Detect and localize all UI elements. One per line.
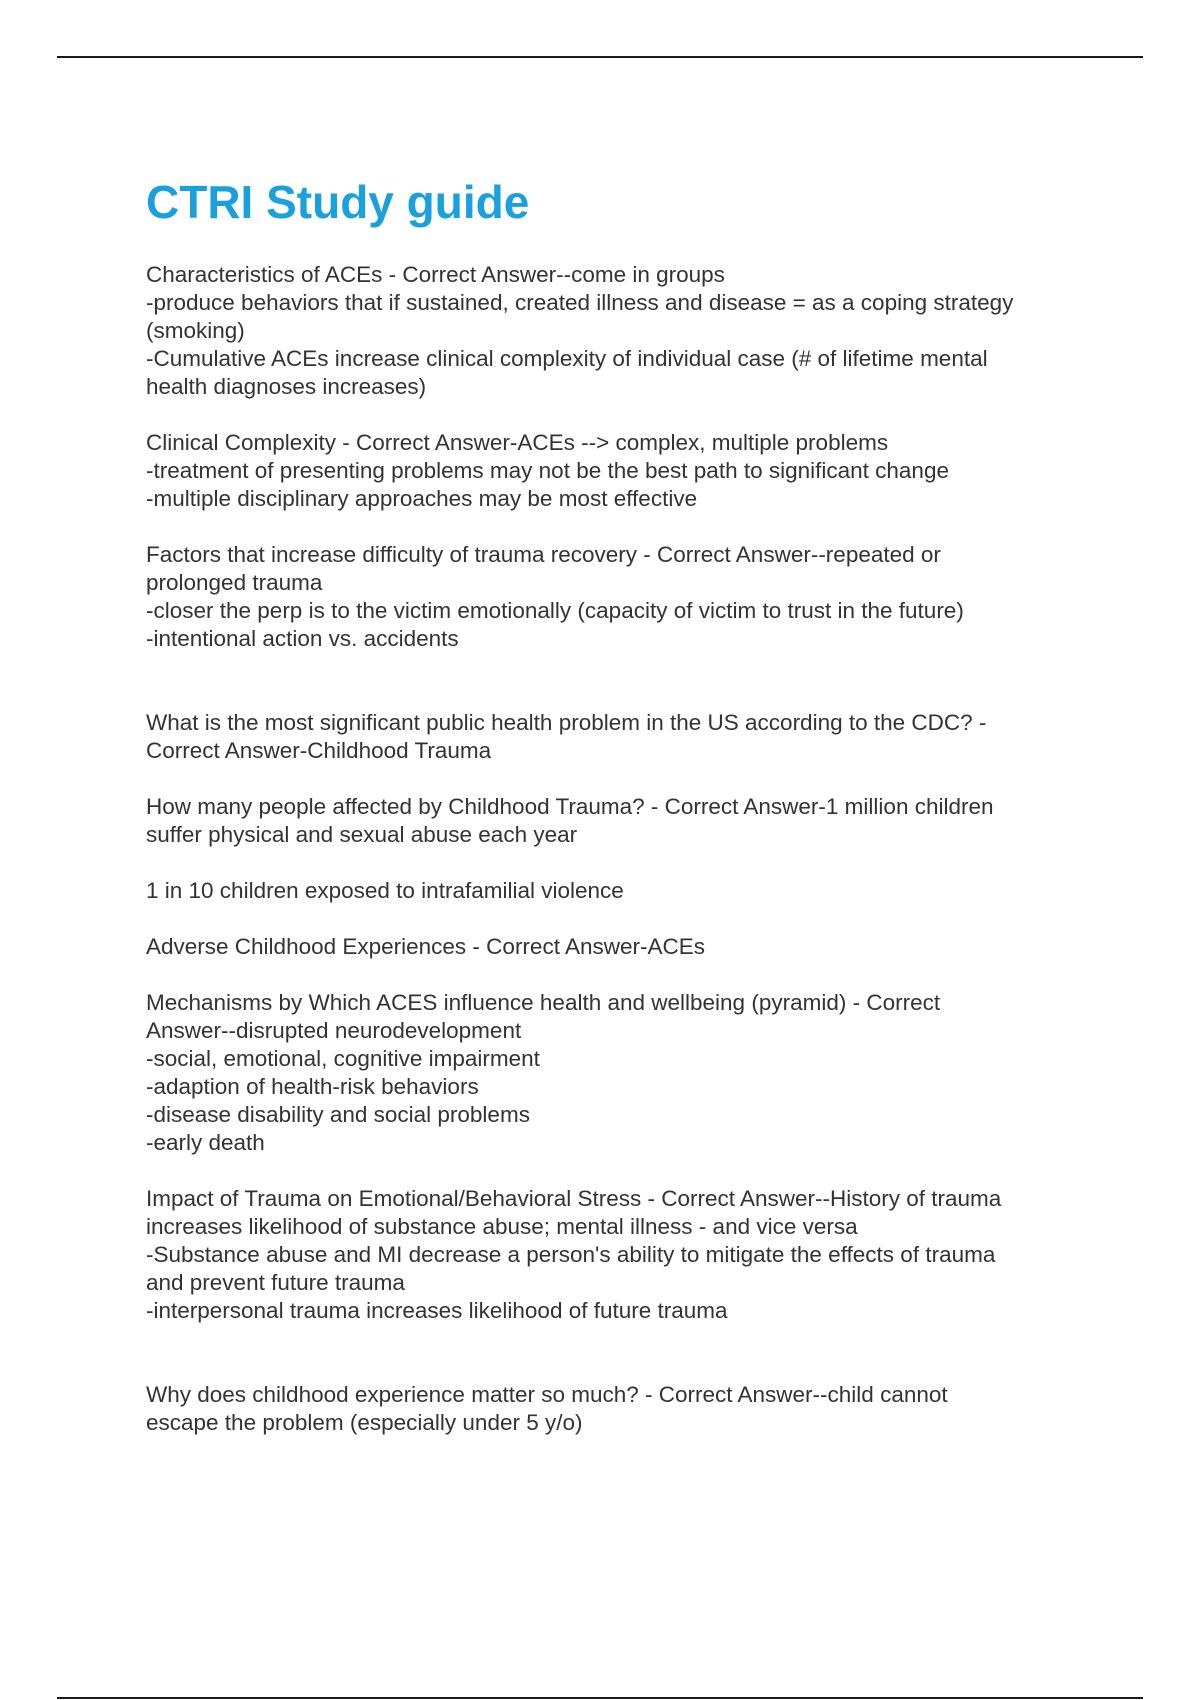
entry-line: 1 in 10 children exposed to intrafamilial violence	[146, 878, 624, 903]
entry-line: Mechanisms by Which ACES influence health and wellbeing (pyramid) - Correct	[146, 990, 941, 1015]
qa-entry-people-affected	[146, 793, 1086, 849]
entry-line: -interpersonal trauma increases likelihood of future trauma	[146, 1298, 728, 1323]
qa-entry-aces-characteristics	[146, 261, 1086, 401]
qa-entry-trauma-recovery-factors	[146, 541, 1086, 653]
spacer	[146, 513, 1086, 541]
document-title: CTRI Study guide	[146, 176, 530, 228]
qa-entry-childhood-experience	[146, 1381, 1086, 1437]
entry-line: -early death	[146, 1130, 265, 1155]
entry-line: -Substance abuse and MI decrease a person's ability to mitigate the effects of trauma	[146, 1242, 996, 1267]
entry-line: Factors that increase difficulty of trauma recovery - Correct Answer--repeated or	[146, 542, 941, 567]
entry-line: health diagnoses increases)	[146, 374, 427, 399]
entry-line: increases likelihood of substance abuse; mental illness - and vice versa	[146, 1214, 858, 1239]
entry-line: -adaption of health-risk behaviors	[146, 1074, 479, 1099]
entry-line: (smoking)	[146, 318, 245, 343]
entry-line: -social, emotional, cognitive impairment	[146, 1046, 540, 1071]
entry-line: -intentional action vs. accidents	[146, 626, 459, 651]
spacer	[146, 1325, 1086, 1381]
qa-entry-clinical-complexity	[146, 429, 1086, 513]
qa-entry-aces-mechanisms	[146, 989, 1086, 1157]
entry-line: Impact of Trauma on Emotional/Behavioral Stress - Correct Answer--History of trauma	[146, 1186, 1002, 1211]
entry-line: Correct Answer-Childhood Trauma	[146, 738, 492, 763]
entry-line: -Cumulative ACEs increase clinical complexity of individual case (# of lifetime mental	[146, 346, 988, 371]
spacer	[146, 653, 1086, 709]
spacer	[146, 1157, 1086, 1185]
bottom-rule	[57, 1697, 1143, 1699]
entry-line: Clinical Complexity - Correct Answer-ACEs --> complex, multiple problems	[146, 430, 889, 455]
entry-line: How many people affected by Childhood Trauma? - Correct Answer-1 million children	[146, 794, 994, 819]
entry-line: escape the problem (especially under 5 y/o)	[146, 1410, 583, 1435]
entry-line: Adverse Childhood Experiences - Correct Answer-ACEs	[146, 934, 705, 959]
entry-line: suffer physical and sexual abuse each year	[146, 822, 578, 847]
entry-line: Characteristics of ACEs - Correct Answer--come in groups	[146, 262, 725, 287]
entry-line: -closer the perp is to the victim emotionally (capacity of victim to trust in the future)	[146, 598, 964, 623]
note-intrafamilial-violence	[146, 877, 1086, 905]
qa-entry-cdc-public-health	[146, 709, 1086, 765]
spacer	[146, 849, 1086, 877]
document-content	[146, 170, 1086, 1437]
entry-line: -produce behaviors that if sustained, created illness and disease = as a coping strategy	[146, 290, 1014, 315]
entry-line: -multiple disciplinary approaches may be most effective	[146, 486, 698, 511]
qa-entry-trauma-impact	[146, 1185, 1086, 1325]
qa-entry-adverse-childhood-experiences	[146, 933, 1086, 961]
entry-line: -disease disability and social problems	[146, 1102, 530, 1127]
entry-line: and prevent future trauma	[146, 1270, 405, 1295]
top-rule	[57, 56, 1143, 58]
entry-line: prolonged trauma	[146, 570, 323, 595]
entry-line: Answer--disrupted neurodevelopment	[146, 1018, 522, 1043]
entry-line: -treatment of presenting problems may not be the best path to significant change	[146, 458, 949, 483]
entry-line: Why does childhood experience matter so much? - Correct Answer--child cannot	[146, 1382, 948, 1407]
spacer	[146, 401, 1086, 429]
spacer	[146, 905, 1086, 933]
spacer	[146, 765, 1086, 793]
entry-line: What is the most significant public health problem in the US according to the CDC? -	[146, 710, 987, 735]
spacer	[146, 961, 1086, 989]
